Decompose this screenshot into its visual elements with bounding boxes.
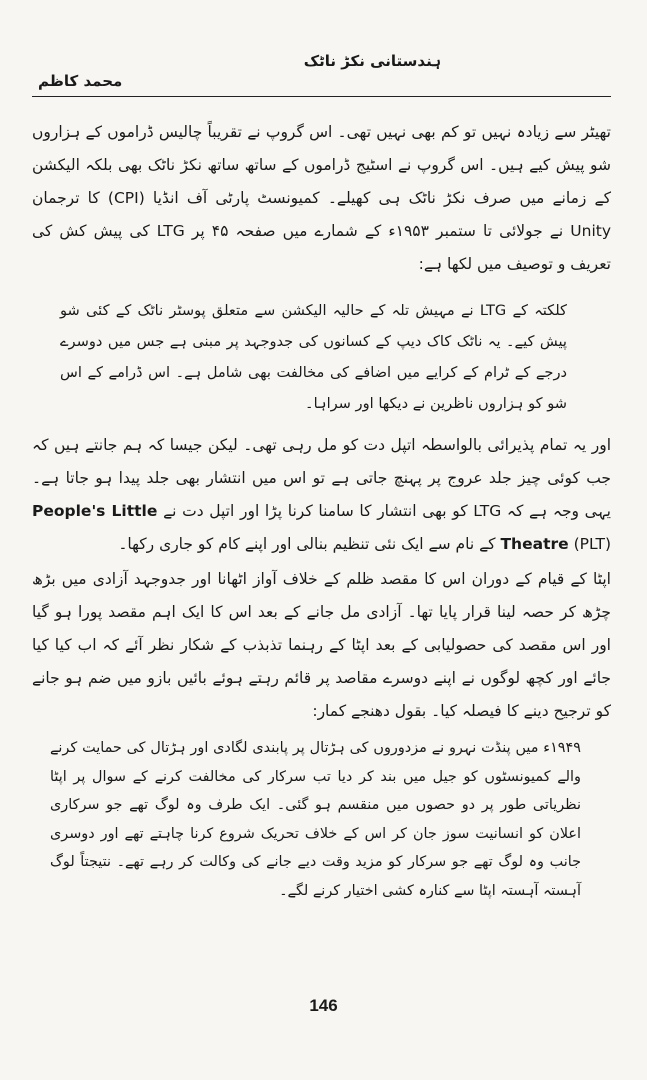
block-quote-2: ۱۹۴۹ء میں پنڈت نہرو نے مزدوروں کی ہڑتال پر پابندی لگادی اور ہڑتال کی حمایت کرنے والے کمیونسٹوں کو جیل میں بند کر دیا تب سرکار کی مخالفت کرنے کے سوال پر اپٹا نظریاتی طور پر دو حصوں میں منقسم ہو گئی۔ ایک طرف وہ لوگ تھے جو سرکاری اعلان کو انسانیت سوز جان کر اس کے خلاف تحریک شروع کرنا چاہتے تھے اور دوسری جانب وہ لوگ تھے جو سرکار کو مزید وقت دیے جانے کی وکالت کر رہے تھے۔ نتیجتاً لوگ آہستہ آہستہ اپٹا سے کنارہ کشی اختیار کرنے لگے۔ bbox=[50, 740, 581, 899]
paragraph-3: اپٹا کے قیام کے دوران اس کا مقصد ظلم کے خلاف آواز اٹھانا اور جدوجہد آزادی میں بڑھ چڑھ کر حصہ لینا قرار پایا تھا۔ آزادی مل جانے کے بعد اس کا ایک اہم مقصد پورا ہو گیا اور اس مقصد کی حصولیابی کے بعد اپٹا کے رہنما تذبذب کے شکار نظر آئے کہ اب کیا کیا جائے اور کچھ لوگوں نے اپنے دوسرے مقاصد پر قائم رہتے ہوئے بائیں بازو میں ضم ہو جانے کو ترجیح دینے کا فیصلہ کیا۔ بقول دھنجے کمار: bbox=[32, 570, 611, 720]
page-body bbox=[32, 116, 611, 905]
author-name: محمد کاظم bbox=[38, 72, 123, 90]
paragraph-2-text-b: (PLT) کے نام سے ایک نئی تنظیم بنالی اور اپنے کام کو جاری رکھا۔ bbox=[118, 535, 611, 553]
header-rule bbox=[32, 96, 611, 97]
running-title: ہندستانی نکڑ ناٹک bbox=[303, 52, 441, 70]
paragraph-1: تھیٹر سے زیادہ نہیں تو کم بھی نہیں تھی۔ اس گروپ نے تقریباً چالیس ڈراموں کے ہزاروں شو پیش کیے ہیں۔ اس گروپ نے اسٹیج ڈراموں کے ساتھ ساتھ نکڑ ناٹک بھی بلکہ الیکشن کے زمانے میں صرف نکڑ ناٹک ہی کھیلے۔ کمیونسٹ پارٹی آف انڈیا (CPI) کا ترجمان Unity نے جولائی تا ستمبر ۱۹۵۳ء کے شمارے میں صفحہ ۴۵ پر LTG کی پیش کش کی تعریف و توصیف میں لکھا ہے: bbox=[32, 123, 612, 273]
paragraph-2-latin: People's Little Theatre bbox=[32, 502, 569, 553]
page-header bbox=[32, 0, 611, 98]
paragraph-2-text-a: اور یہ تمام پذیرائی بالواسطہ اتپل دت کو مل رہی تھی۔ لیکن جیسا کہ ہم جانتے ہیں کہ جب کوئی چیز جلد عروج پر پہنچ جاتی ہے تو اس میں انتشار بھی جلد پیدا ہو جاتا ہے۔ یہی وجہ ہے کہ LTG کو بھی انتشار کا سامنا کرنا پڑا اور اتپل دت نے bbox=[32, 436, 611, 520]
block-quote-1: کلکتہ کے LTG نے مہیش تلہ کے حالیہ الیکشن سے متعلق پوسٹر ناٹک کے کئی شو پیش کیے۔ یہ ناٹک کاک دیپ کے کسانوں کی جدوجہد پر مبنی ہے جس میں دوسرے درجے کے ٹرام کے کرایے میں اضافے کی مخالفت بھی شامل ہے۔ اس ڈرامے کے اس شو کو ہزاروں ناظرین نے دیکھا اور سراہا۔ bbox=[60, 302, 567, 412]
page-number: 146 bbox=[309, 996, 338, 1015]
paragraph-2 bbox=[32, 429, 611, 561]
